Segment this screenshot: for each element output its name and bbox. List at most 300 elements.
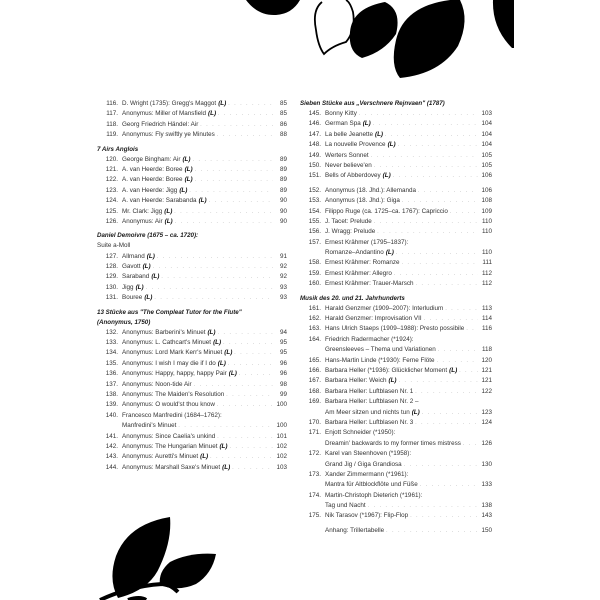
page-number: 89: [279, 155, 287, 163]
toc-entry[interactable]: [97, 348, 287, 358]
toc-section: [97, 99, 287, 141]
lute-marker: (L): [208, 110, 217, 118]
entry-number: 164.: [308, 335, 321, 343]
entry-number: 155.: [308, 217, 321, 225]
page-number: 126: [481, 439, 492, 447]
leader-dots: [223, 338, 273, 348]
entry-title: Georg Friedrich Händel: Air: [122, 120, 199, 128]
entry-title: Barbara Heller: Luftblasen Nr. 2 –: [325, 398, 419, 406]
page-number: 124: [481, 418, 492, 426]
toc-entry-continuation[interactable]: [300, 345, 492, 355]
page-number: 121: [481, 366, 492, 374]
toc-entry[interactable]: [300, 207, 492, 217]
leader-dots: [189, 186, 273, 196]
toc-entry[interactable]: [97, 328, 287, 338]
page-number: 102: [276, 453, 287, 461]
entry-number: 119.: [106, 131, 118, 139]
toc-entry[interactable]: [97, 207, 287, 217]
page-number: 110: [481, 228, 492, 236]
leader-dots: [377, 227, 478, 237]
leader-dots: [218, 328, 274, 338]
page-number: 112: [481, 269, 492, 277]
entry-title: A. van Heerde: Boree: [122, 165, 183, 173]
entry-number: 129.: [105, 273, 118, 281]
entry-number: 162.: [308, 315, 321, 323]
page-number: 90: [279, 197, 287, 205]
entry-number: 163.: [308, 325, 321, 333]
entry-number: 136.: [105, 370, 118, 378]
page-number: 101: [276, 432, 287, 440]
page-number: 123: [481, 408, 492, 416]
page-number: 113: [481, 304, 492, 312]
page-number: 114: [481, 315, 492, 323]
leader-dots: [422, 408, 478, 418]
leader-dots: [373, 119, 478, 129]
lute-marker: (L): [135, 283, 144, 291]
page-number: 89: [279, 165, 287, 173]
leader-dots: [445, 304, 478, 314]
leader-dots: [402, 258, 478, 268]
page-number: 122: [481, 387, 492, 395]
entry-number: 174.: [308, 491, 321, 499]
entry-number: 127.: [105, 252, 118, 260]
toc-entry[interactable]: [97, 252, 287, 262]
page-number: 104: [481, 120, 492, 128]
entry-title: Harald Genzmer (1909–2007): Interludium: [325, 304, 444, 312]
lute-marker: (L): [184, 165, 193, 173]
leader-dots: [416, 279, 478, 289]
entry-title: Ernest Krähmer: Trauer-Marsch: [325, 280, 414, 288]
leader-dots: [194, 380, 273, 390]
toc-entry[interactable]: [97, 400, 287, 410]
leader-dots: [437, 356, 478, 366]
toc-entry[interactable]: [97, 155, 287, 165]
entry-number: 134.: [105, 349, 118, 357]
entry-title: Manfredini's Minuet: [122, 422, 177, 430]
entry-title: La belle Jeanette: [325, 130, 373, 138]
toc-entry[interactable]: [300, 238, 492, 248]
toc-entry[interactable]: [300, 470, 492, 480]
lute-marker: (L): [151, 273, 160, 281]
toc-section: [300, 186, 492, 290]
toc-entry[interactable]: [97, 293, 287, 303]
page-number: 106: [481, 172, 492, 180]
entry-title: La nouvelle Provence: [325, 141, 386, 149]
toc-entry[interactable]: [97, 283, 287, 293]
toc-entry[interactable]: [300, 428, 492, 438]
entry-title: Hans-Martin Linde (*1930): Ferne Flöte: [325, 356, 435, 364]
page-number: 92: [279, 273, 287, 281]
entry-number: 141.: [105, 432, 118, 440]
leaf-icon: [246, 0, 300, 15]
leader-dots: [178, 421, 273, 431]
page-number: 96: [279, 370, 287, 378]
entry-title: Saraband: [122, 273, 150, 281]
entry-title: Dreamin' backwards to my former times mistress: [325, 439, 461, 447]
page-number: 95: [279, 339, 287, 347]
lute-marker: (L): [179, 186, 188, 194]
leader-dots: [359, 109, 478, 119]
entry-number: 150.: [308, 161, 321, 169]
leader-dots: [438, 345, 478, 355]
lute-marker: (L): [164, 207, 173, 215]
page-number: 89: [279, 176, 287, 184]
leader-dots: [424, 314, 478, 324]
toc-section: [300, 99, 492, 182]
toc-entry[interactable]: [300, 258, 492, 268]
section-heading: Daniel Demoivre (1675 – ca. 1720):: [97, 232, 199, 240]
leader-dots: [459, 366, 478, 376]
entry-number: 144.: [105, 463, 118, 471]
page-number: 121: [481, 377, 492, 385]
branch-stem: [100, 584, 178, 600]
entry-number: 139.: [105, 401, 118, 409]
toc-entry[interactable]: [300, 491, 492, 501]
toc-entry[interactable]: [300, 304, 492, 314]
entry-title: Anhang: Trillertabelle: [325, 526, 385, 534]
entry-number: 165.: [308, 356, 321, 364]
toc-entry[interactable]: [300, 217, 492, 227]
entry-number: 140.: [105, 411, 118, 419]
lute-marker: (L): [146, 252, 155, 260]
page-number: 92: [279, 263, 287, 271]
leader-dots: [466, 324, 478, 334]
entry-number: 151.: [308, 172, 321, 180]
entry-number: 161.: [308, 304, 321, 312]
page-number: 150: [481, 526, 492, 534]
entry-title: Werters Sonnet: [325, 151, 369, 159]
leader-dots: [174, 207, 273, 217]
page-number: 91: [279, 252, 287, 260]
toc-entry[interactable]: [97, 186, 287, 196]
toc-entry[interactable]: [97, 442, 287, 452]
leaf-icon: [112, 517, 170, 598]
page-number: 102: [276, 442, 287, 450]
entry-title: Nik Tarasov (*1967): Flip-Flop: [325, 512, 409, 520]
leaf-icon: [493, 0, 514, 48]
entry-title: George Bingham: Air: [122, 155, 181, 163]
entry-number: 160.: [308, 280, 321, 288]
toc-entry[interactable]: [300, 314, 492, 324]
page-number: 106: [481, 186, 492, 194]
toc-entry[interactable]: [300, 196, 492, 206]
toc-entry[interactable]: [300, 151, 492, 161]
entry-title: Mantra für Altblockflöte und Füße: [325, 481, 418, 489]
entry-title: Anonymus: Barberini's Minuet: [122, 328, 206, 336]
lute-marker: (L): [217, 359, 226, 367]
entry-number: 153.: [308, 197, 321, 205]
leaf-icon: [394, 0, 465, 78]
entry-number: 166.: [308, 366, 321, 374]
entry-title: Anonymus: The Maiden's Resolution: [122, 391, 225, 398]
leader-dots: [368, 501, 478, 511]
leader-dots: [393, 171, 478, 181]
entry-number: 154.: [308, 207, 321, 215]
toc-entry[interactable]: [300, 109, 492, 119]
leader-dots: [386, 526, 478, 536]
entry-title: Anonymus: Marshall Saxe's Minuet: [122, 463, 221, 471]
toc-entry[interactable]: [300, 356, 492, 366]
page-number: 99: [279, 391, 287, 398]
entry-title: Anonymus: Happy, happy, happy Pair: [122, 370, 227, 378]
toc-entry[interactable]: [97, 338, 287, 348]
page-number: 111: [482, 259, 492, 267]
leader-dots: [154, 293, 273, 303]
toc-section: [97, 231, 287, 303]
toc-entry-continuation[interactable]: [300, 439, 492, 449]
page-number: 85: [279, 110, 287, 118]
leader-dots: [404, 460, 478, 470]
toc-entry[interactable]: [97, 130, 287, 140]
leader-dots: [200, 120, 273, 130]
entry-number: 117.: [106, 110, 118, 118]
entry-number: 121.: [105, 165, 118, 173]
entry-title: Friedrich Radermacher (*1924):: [325, 335, 414, 343]
toc-entry[interactable]: [300, 269, 492, 279]
leader-dots: [226, 390, 273, 400]
lute-marker: (L): [387, 141, 396, 149]
toc-entry[interactable]: [97, 272, 287, 282]
lute-marker: (L): [385, 249, 394, 257]
toc-entry[interactable]: [300, 130, 492, 140]
toc-left-column: [97, 99, 287, 473]
entry-number: 123.: [105, 186, 118, 194]
entry-number: 149.: [308, 151, 321, 159]
leader-dots: [230, 442, 274, 452]
lute-marker: (L): [382, 172, 391, 180]
toc-entry[interactable]: [300, 387, 492, 397]
lute-marker: (L): [222, 463, 231, 471]
entry-title: Barbara Heller: Luftblasen Nr. 1: [325, 387, 414, 395]
entry-number: 124.: [105, 197, 118, 205]
entry-number: 131.: [105, 294, 118, 302]
section-heading: 13 Stücke aus "The Compleat Tutor for the Flute": [97, 308, 242, 316]
entry-number: 170.: [308, 418, 321, 426]
leader-dots: [394, 269, 478, 279]
entry-title: Anonymus: I wish I may die if I do: [122, 359, 216, 367]
page-number: 138: [481, 502, 492, 510]
toc-entry[interactable]: [97, 120, 287, 130]
entry-title: Francesco Manfredini (1684–1762):: [122, 411, 222, 419]
lute-marker: (L): [362, 120, 371, 128]
leader-dots: [195, 165, 273, 175]
toc-entry-continuation[interactable]: [300, 248, 492, 258]
toc-entry[interactable]: [97, 99, 287, 109]
toc-entry[interactable]: [300, 279, 492, 289]
entry-title: Harald Genzmer: Improvisation VII: [325, 315, 422, 323]
entry-number: 130.: [105, 283, 118, 291]
toc-entry[interactable]: [300, 186, 492, 196]
leader-dots: [234, 348, 273, 358]
entry-title: Anonymus: Lord Mark Kerr's Minuet: [122, 349, 223, 357]
page-number: 93: [279, 283, 287, 291]
page-number: 143: [481, 512, 492, 520]
toc-entry[interactable]: [97, 109, 287, 119]
page-number: 116: [481, 325, 492, 333]
entry-number: 125.: [105, 207, 118, 215]
leader-dots: [410, 511, 478, 521]
lute-marker: (L): [224, 349, 233, 357]
leader-dots: [232, 463, 273, 473]
entry-title: J. Tacet: Prelude: [325, 217, 372, 225]
toc-entry[interactable]: [300, 324, 492, 334]
page-number: 88: [279, 131, 287, 139]
leader-dots: [146, 283, 273, 293]
toc-entry[interactable]: [300, 376, 492, 386]
toc-entry[interactable]: [97, 359, 287, 369]
entry-number: 168.: [308, 387, 321, 395]
page-number: 110: [481, 217, 492, 225]
toc-entry-continuation[interactable]: [300, 480, 492, 490]
leader-dots: [217, 432, 273, 442]
entry-title: Anonymus: L. Cathcart's Minuet: [122, 339, 212, 347]
toc-entry[interactable]: [300, 119, 492, 129]
toc-section: [300, 294, 492, 522]
entry-number: 137.: [105, 380, 118, 388]
page-number: 133: [481, 481, 492, 489]
entry-number: 128.: [105, 263, 118, 271]
entry-number: 145.: [308, 110, 321, 117]
toc-entry[interactable]: [300, 171, 492, 181]
page-number: 120: [481, 356, 492, 364]
page-number: 104: [481, 141, 492, 149]
lute-marker: (L): [218, 100, 227, 107]
lute-marker: (L): [207, 328, 216, 336]
toc-entry[interactable]: [300, 227, 492, 237]
toc-entry[interactable]: [97, 175, 287, 185]
entry-title: Xander Zimmermann (*1961):: [325, 470, 409, 478]
leader-dots: [418, 186, 478, 196]
page-number: 90: [279, 207, 287, 215]
toc-entry[interactable]: [300, 449, 492, 459]
entry-number: 152.: [308, 186, 321, 194]
page-number: 103: [481, 110, 492, 117]
entry-number: 148.: [308, 141, 321, 149]
toc-entry[interactable]: [97, 165, 287, 175]
page-number: 130: [481, 460, 492, 468]
leader-dots: [399, 376, 478, 386]
leader-dots: [175, 217, 273, 227]
entry-number: 122.: [105, 176, 118, 184]
toc-entry[interactable]: [300, 335, 492, 345]
entry-title: German Spa: [325, 120, 361, 128]
toc-entry-continuation[interactable]: [300, 460, 492, 470]
leader-dots: [374, 161, 478, 171]
toc-entry[interactable]: [97, 390, 287, 400]
entry-title: Filippo Ruge (ca. 1725–ca. 1767): Capriccio: [325, 207, 448, 215]
toc-entry[interactable]: [300, 366, 492, 376]
leader-dots: [210, 452, 273, 462]
toc-entry[interactable]: [300, 140, 492, 150]
toc-entry[interactable]: [300, 397, 492, 407]
toc-entry[interactable]: [97, 452, 287, 462]
toc-entry[interactable]: [97, 432, 287, 442]
toc-entry-continuation[interactable]: [300, 501, 492, 511]
leader-dots: [415, 418, 478, 428]
page-number: 95: [279, 349, 287, 357]
entry-number: 172.: [308, 450, 321, 458]
toc-entry-continuation[interactable]: [97, 421, 287, 431]
entry-title: Anonymus: Auretti's Minuet: [122, 453, 199, 461]
entry-title: A. van Heerde: Boree: [122, 176, 183, 184]
entry-number: 173.: [308, 470, 321, 478]
entry-title: Hans Ulrich Staeps (1909–1988): Presto possibile: [325, 325, 465, 333]
entry-number: 169.: [308, 398, 321, 406]
entry-title: Anonymus: Fly swiftly ye Minutes: [122, 131, 215, 139]
lute-marker: (L): [374, 130, 384, 138]
entry-title: Barbara Heller: Weich: [325, 377, 387, 385]
toc-section: [97, 145, 287, 228]
entry-number: 175.: [308, 512, 321, 520]
toc-entry[interactable]: [97, 411, 287, 421]
page-number: 98: [279, 380, 287, 388]
page-number: 118: [481, 346, 492, 354]
lute-marker: (L): [388, 377, 397, 385]
toc-entry-appendix[interactable]: [300, 526, 492, 536]
leader-dots: [402, 196, 478, 206]
page-number: 104: [481, 130, 492, 138]
toc-entry[interactable]: [97, 463, 287, 473]
leaf-icon: [350, 2, 398, 58]
entry-number: 146.: [308, 120, 321, 128]
leader-dots: [396, 248, 478, 258]
toc-entry[interactable]: [97, 380, 287, 390]
section-subheading: Suite a-Moll: [97, 242, 131, 250]
leader-dots: [374, 217, 478, 227]
entry-title: Anonymus: O would'st thou know: [122, 401, 215, 409]
toc-entry[interactable]: [97, 196, 287, 206]
entry-number: 138.: [105, 391, 118, 398]
lute-marker: (L): [164, 217, 173, 225]
leader-dots: [217, 400, 273, 410]
leaf-icon: [160, 554, 216, 589]
entry-title: Greensleeves – Thema und Variationen: [325, 346, 436, 354]
entry-title: Tag und Nacht: [325, 502, 366, 510]
entry-title: Jigg: [122, 283, 134, 291]
toc-entry[interactable]: [97, 262, 287, 272]
entry-title: Anonymus: Miller of Mansfield: [122, 110, 206, 118]
toc-section-appendix: [300, 526, 492, 536]
toc-entry-continuation[interactable]: [300, 408, 492, 418]
toc-entry[interactable]: [97, 369, 287, 379]
lute-marker: (L): [411, 408, 420, 416]
entry-number: 143.: [105, 453, 118, 461]
entry-title: Gavott: [122, 263, 141, 271]
toc-entry[interactable]: [300, 418, 492, 428]
page-number: 94: [279, 328, 287, 336]
toc-entry[interactable]: [300, 161, 492, 171]
toc-entry[interactable]: [97, 217, 287, 227]
page-number: 85: [279, 100, 287, 107]
entry-number: 116.: [106, 100, 118, 107]
section-heading: Sieben Stücke aus „Verschnere Rejnvaen" (1787): [300, 100, 445, 107]
entry-title: Anonymus (18. Jhd.): Allemanda: [325, 186, 417, 194]
entry-title: Mr. Clark: Jigg: [122, 207, 163, 215]
entry-title: Romanze–Andantino: [325, 249, 384, 257]
entry-number: 158.: [308, 259, 321, 267]
entry-title: Anonymus: Noon-tide Air: [122, 380, 192, 388]
entry-title: Bonny Kitty: [325, 110, 357, 117]
section-heading: Musik des 20. und 21. Jahrhunderts: [300, 294, 405, 302]
entry-title: Grand Jig / Giga Grandiosa: [325, 460, 402, 468]
page-number: 100: [276, 401, 287, 409]
page-number: 110: [481, 249, 492, 257]
entry-title: Anonymus: Since Caelia's unkind: [122, 432, 216, 440]
entry-title: A. van Heerde: Jigg: [122, 186, 178, 194]
toc-entry[interactable]: [300, 511, 492, 521]
entry-title: Ernest Krähmer (1795–1837):: [325, 238, 409, 246]
lute-marker: (L): [219, 442, 228, 450]
